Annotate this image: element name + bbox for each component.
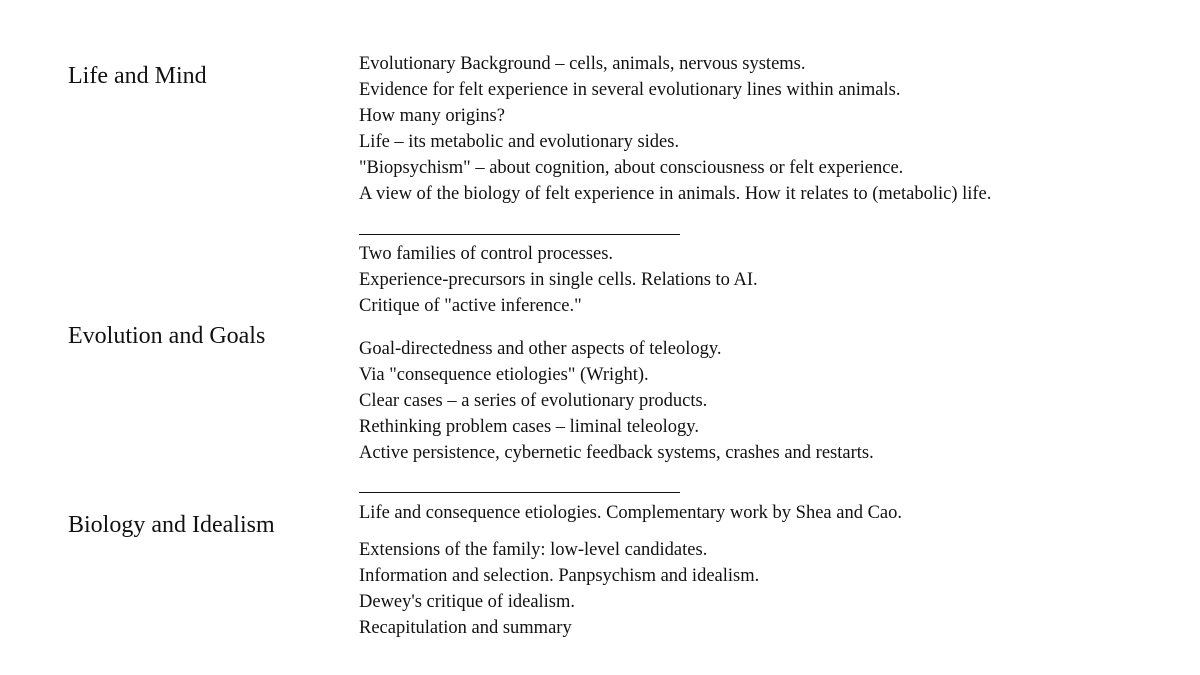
topic-line: Life – its metabolic and evolutionary sides. [359, 132, 680, 152]
topic-line: Goal-directedness and other aspects of teleology. [359, 339, 722, 359]
topic-line: Experience-precursors in single cells. Relations to AI. [359, 270, 758, 290]
topic-line: Evolutionary Background – cells, animals, nervous systems. [359, 54, 806, 74]
topic-line: Life and consequence etiologies. Complementary work by Shea and Cao. [359, 503, 903, 523]
section-heading-evolution-and-goals: Evolution and Goals [68, 323, 266, 349]
topic-line: Two families of control processes. [359, 244, 614, 264]
topic-block-1 [359, 51, 991, 207]
topic-line: Recapitulation and summary [359, 618, 572, 638]
topic-line: Clear cases – a series of evolutionary products. [359, 391, 708, 411]
topic-line: Information and selection. Panpsychism and idealism. [359, 566, 760, 586]
topic-line: A view of the biology of felt experience in animals. How it relates to (metabolic) life. [359, 184, 992, 204]
topic-line: Extensions of the family: low-level candidates. [359, 540, 708, 560]
divider-line [359, 492, 680, 493]
topic-block-3 [359, 336, 874, 466]
topic-line: Active persistence, cybernetic feedback systems, crashes and restarts. [359, 443, 874, 463]
topic-line: Evidence for felt experience in several evolutionary lines within animals. [359, 80, 901, 100]
topic-block-5 [359, 537, 759, 641]
topic-line: Critique of "active inference." [359, 296, 582, 316]
section-heading-biology-and-idealism: Biology and Idealism [68, 512, 275, 538]
topic-line: "Biopsychism" – about cognition, about consciousness or felt experience. [359, 158, 904, 178]
topic-block-2 [359, 241, 758, 319]
topic-line: Rethinking problem cases – liminal teleology. [359, 417, 699, 437]
topic-line: Dewey's critique of idealism. [359, 592, 576, 612]
topic-line: How many origins? [359, 106, 505, 126]
section-heading-life-and-mind: Life and Mind [68, 63, 207, 89]
topic-line: Via "consequence etiologies" (Wright). [359, 365, 649, 385]
divider-line [359, 234, 680, 235]
topic-block-4 [359, 500, 902, 526]
